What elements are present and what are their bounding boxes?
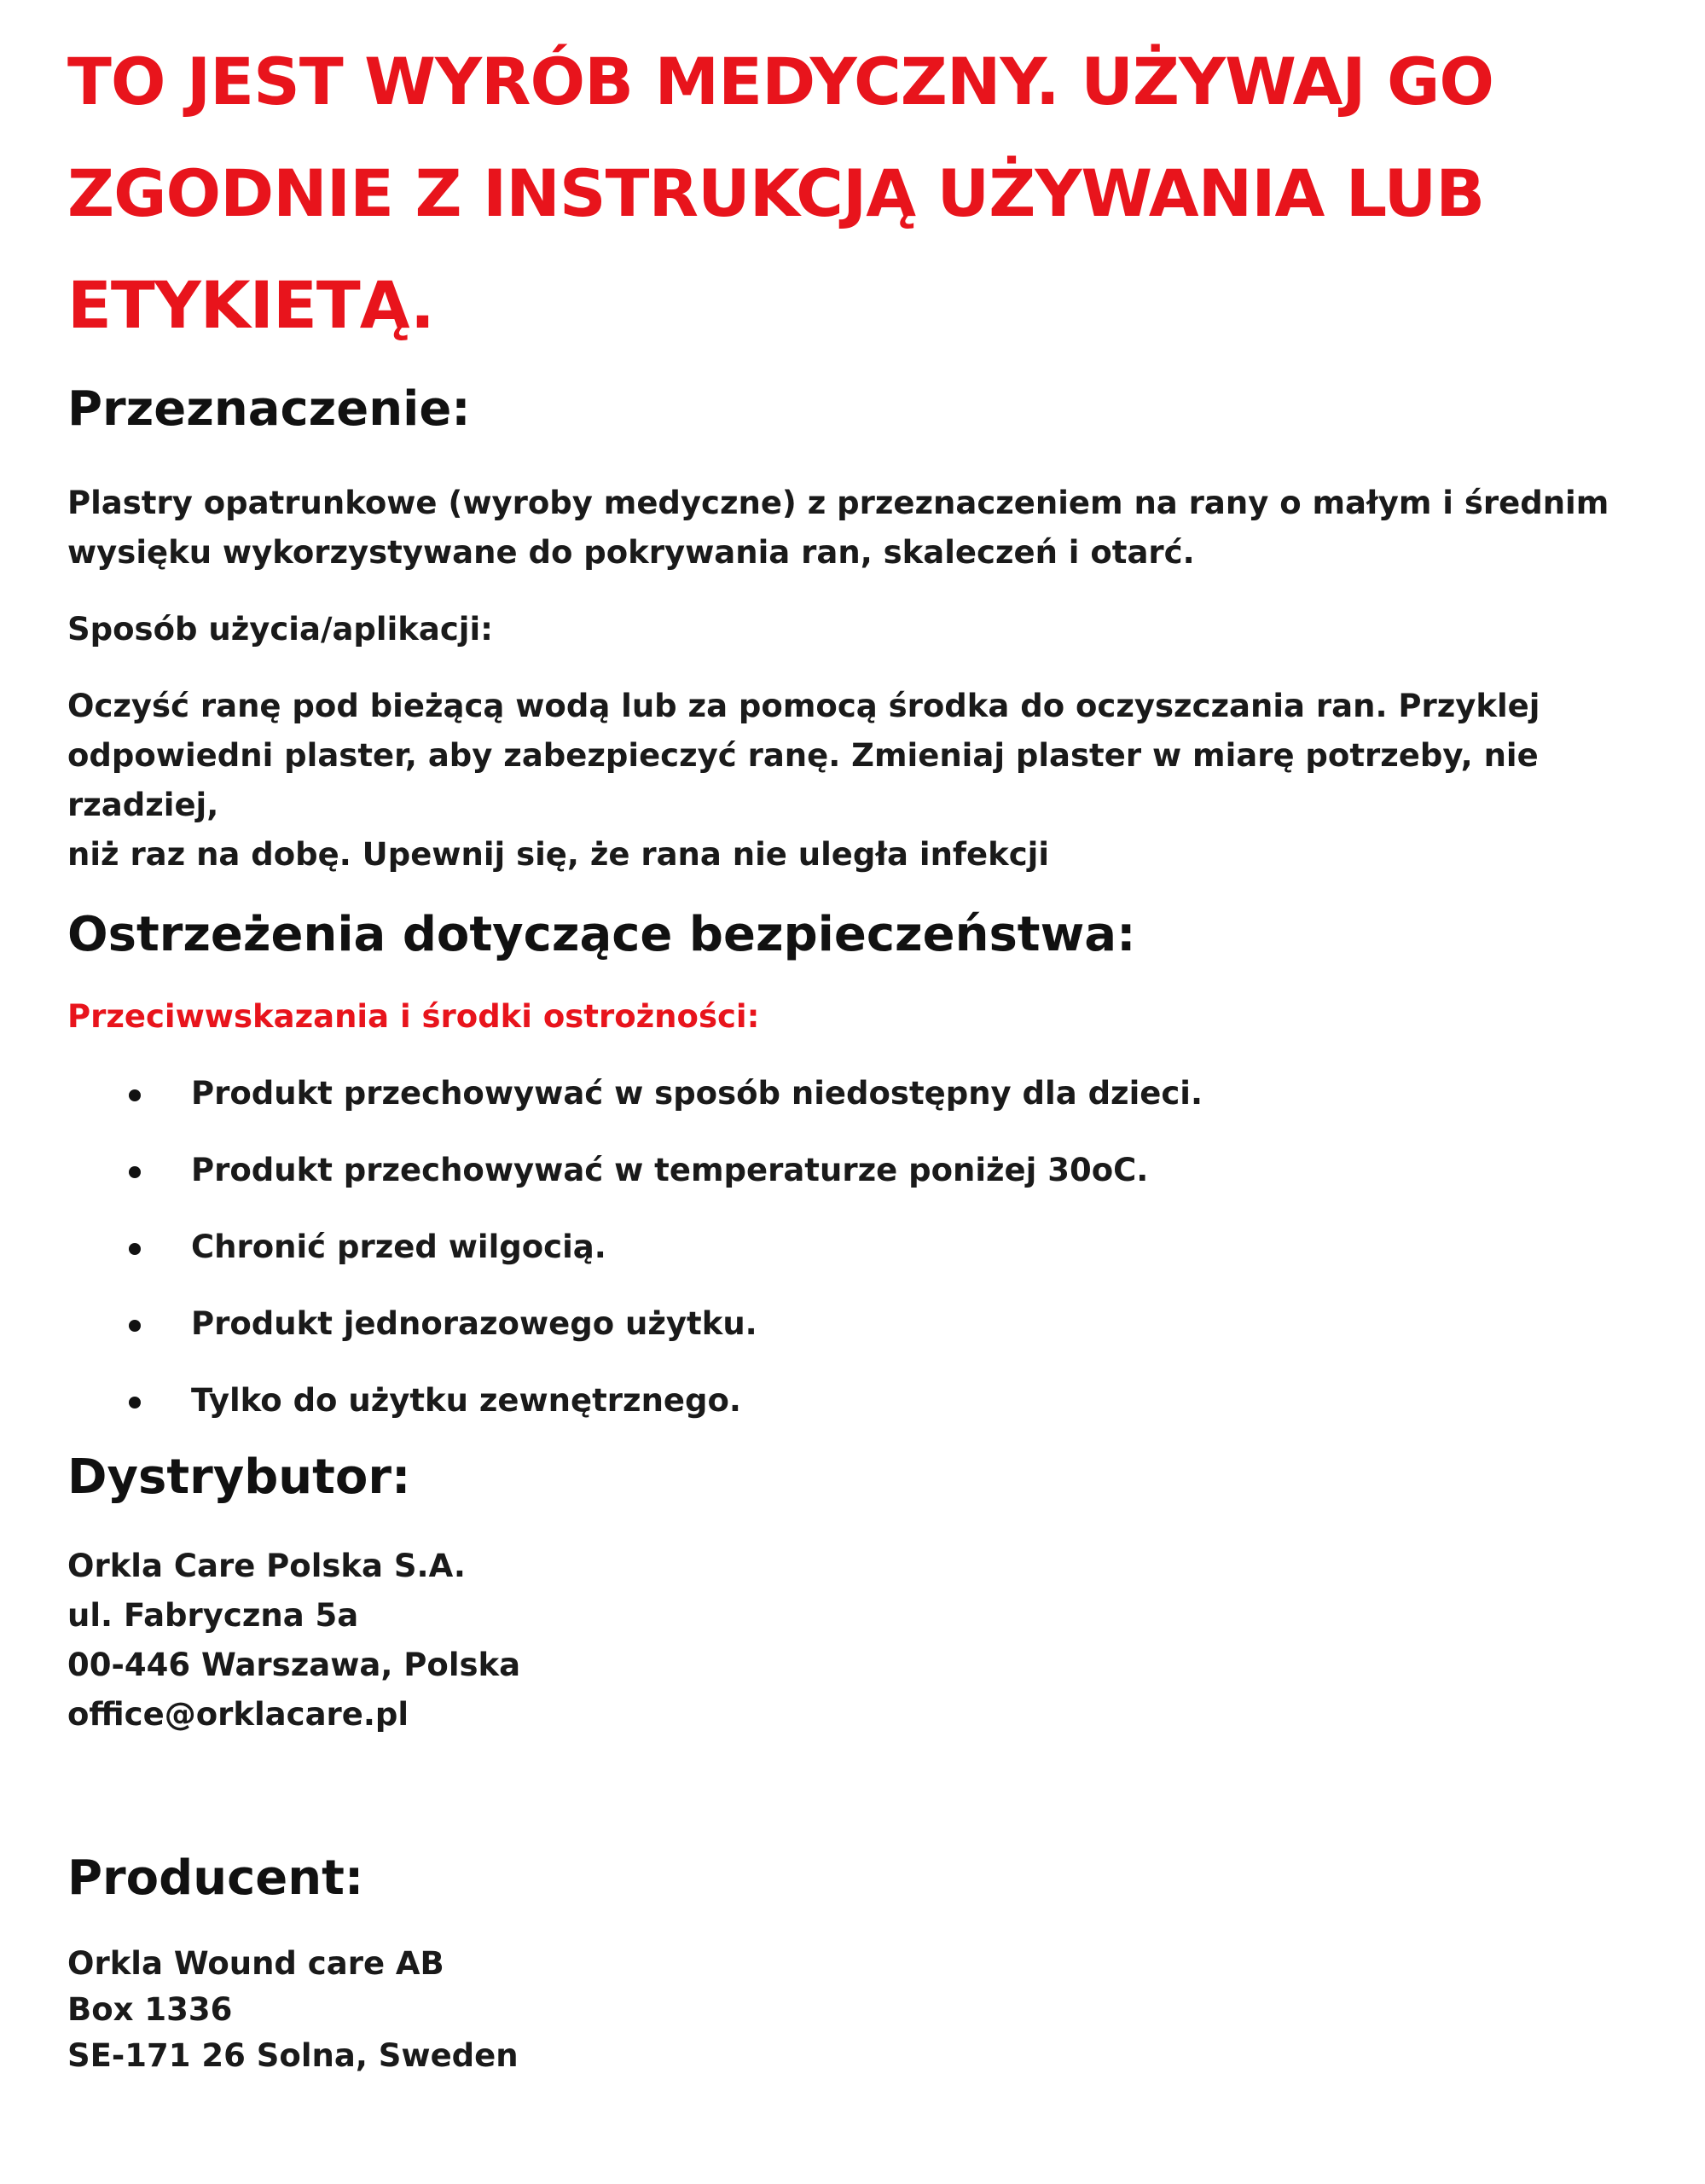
distributor-name: Orkla Care Polska S.A. (67, 1548, 466, 1584)
safety-list-item (67, 1299, 1628, 1349)
safety-heading: Ostrzeżenia dotyczące bezpieczeństwa: (67, 907, 1136, 962)
warning-line-3: ETYKIETĄ. (67, 267, 434, 343)
distributor-address (67, 1542, 1628, 1740)
warning-line-2: ZGODNIE Z INSTRUKCJĄ UŻYWANIA LUB (67, 155, 1485, 231)
safety-item-text: Produkt jednorazowego użytku. (191, 1305, 757, 1342)
safety-item-text: Chronić przed wilgocią. (191, 1228, 606, 1265)
distributor-email: office@orklacare.pl (67, 1696, 409, 1733)
medical-device-warning (67, 26, 1637, 361)
safety-list-item (67, 1146, 1628, 1195)
safety-list-item (67, 1069, 1628, 1118)
contraindications-subheading: Przeciwwskazania i środki ostrożności: (67, 998, 760, 1035)
distributor-city: 00-446 Warszawa, Polska (67, 1647, 521, 1683)
producer-name: Orkla Wound care AB (67, 1945, 444, 1982)
safety-item-text: Produkt przechowywać w sposób niedostępny dla dzieci. (191, 1075, 1203, 1112)
usage-heading: Sposób użycia/aplikacji: (67, 611, 493, 648)
purpose-text-line-1: Plastry opatrunkowe (wyroby medyczne) z przeznaczeniem na rany o małym i średnim (67, 485, 1609, 521)
safety-item-text: Tylko do użytku zewnętrznego. (191, 1382, 741, 1419)
purpose-text-line-2: wysięku wykorzystywane do pokrywania ran, skaleczeń i otarć. (67, 534, 1195, 571)
distributor-street: ul. Fabryczna 5a (67, 1597, 359, 1634)
bullet-icon (129, 1243, 141, 1255)
safety-item-text: Produkt przechowywać w temperaturze poniżej 30oC. (191, 1152, 1149, 1188)
usage-text-line-1: Oczyść ranę pod bieżącą wodą lub za pomocą środka do oczyszczania ran. Przyklej (67, 688, 1540, 724)
producer-address (67, 1941, 1628, 2079)
safety-list (67, 1069, 1628, 1426)
safety-list-item (67, 1223, 1628, 1272)
producer-box: Box 1336 (67, 1991, 233, 2028)
bullet-icon (129, 1397, 141, 1409)
producer-heading: Producent: (67, 1850, 364, 1906)
usage-text (67, 682, 1628, 880)
usage-text-line-3: niż raz na dobę. Upewnij się, że rana nie uległa infekcji (67, 836, 1050, 873)
warning-line-1: TO JEST WYRÓB MEDYCZNY. UŻYWAJ GO (67, 44, 1494, 119)
bullet-icon (129, 1166, 141, 1178)
safety-list-item (67, 1376, 1628, 1426)
bullet-icon (129, 1320, 141, 1332)
producer-city: SE-171 26 Solna, Sweden (67, 2037, 519, 2074)
purpose-text (67, 479, 1628, 578)
distributor-heading: Dystrybutor: (67, 1449, 411, 1505)
bullet-icon (129, 1089, 141, 1101)
document-page (67, 26, 1628, 2079)
purpose-heading: Przeznaczenie: (67, 381, 471, 437)
usage-text-line-2: odpowiedni plaster, aby zabezpieczyć ranę. Zmieniaj plaster w miarę potrzeby, nie rzadziej, (67, 737, 1539, 823)
